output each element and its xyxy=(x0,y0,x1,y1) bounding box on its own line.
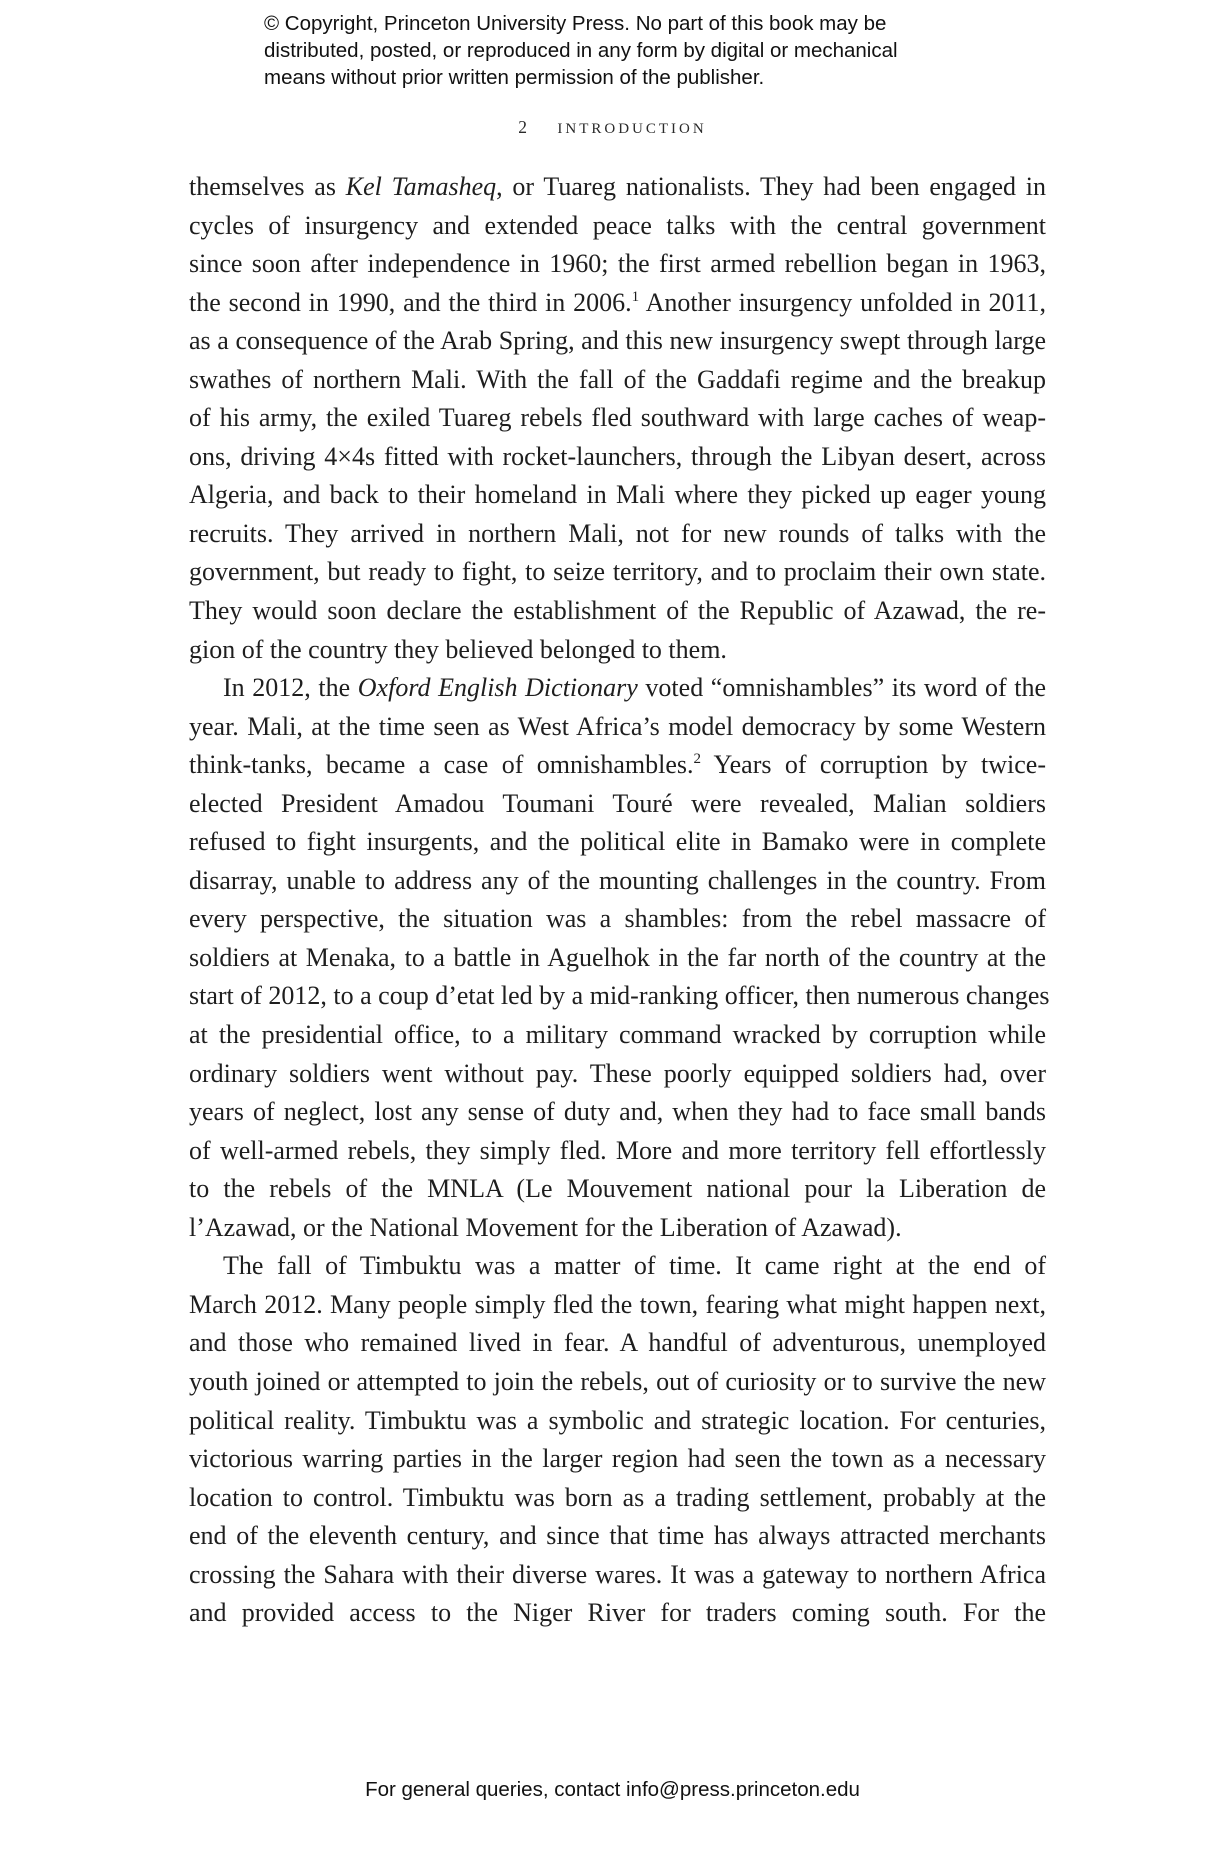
text-line: think-tanks, became a case of omnishambles.$^2$ Years of corruption by twice- xyxy=(189,750,1046,780)
text-line: youth joined or attempted to join the rebels, out of curiosity or to survive the new xyxy=(189,1366,1046,1396)
text-line: political reality. Timbuktu was a symbolic and strategic location. For centuries, xyxy=(189,1405,1046,1435)
text-line: ordinary soldiers went without pay. These poorly equipped soldiers had, over xyxy=(189,1058,1046,1088)
text-line: refused to fight insurgents, and the political elite in Bamako were in complete xyxy=(189,827,1046,857)
footer-contact: For general queries, contact info@press.princeton.edu xyxy=(365,1778,860,1801)
text-line: cycles of insurgency and extended peace talks with the central government xyxy=(189,210,1046,240)
copyright-notice xyxy=(264,10,1024,91)
text-line: victorious warring parties in the larger region had seen the town as a necessary xyxy=(189,1444,1046,1474)
text-line: and those who remained lived in fear. A handful of adventurous, unemployed xyxy=(189,1328,1046,1358)
text-line: soldiers at Menaka, to a battle in Aguelhok in the far north of the country at the xyxy=(189,942,1046,972)
text-line: crossing the Sahara with their diverse wares. It was a gateway to northern Africa xyxy=(189,1559,1046,1589)
text-line: government, but ready to fight, to seize territory, and to proclaim their own state. xyxy=(189,557,1046,587)
section-title: introduction xyxy=(557,114,707,138)
text-line: year. Mali, at the time seen as West Africa’s model democracy by some Western xyxy=(189,711,1046,741)
text-line: years of neglect, lost any sense of duty and, when they had to face small bands xyxy=(189,1097,1046,1127)
body-text xyxy=(189,168,1050,1633)
text-line: as a consequence of the Arab Spring, and this new insurgency swept through large xyxy=(189,326,1046,356)
text-line: ons, driving 4×4s fitted with rocket-launchers, through the Libyan desert, across xyxy=(189,441,1046,471)
text-line: elected President Amadou Toumani Touré were revealed, Malian soldiers xyxy=(189,788,1046,818)
footnote-marker[interactable]: 2 xyxy=(693,751,702,768)
footnote-marker[interactable]: 1 xyxy=(631,288,640,305)
text-line: gion of the country they believed belonged to them. xyxy=(189,634,727,664)
text-line: swathes of northern Mali. With the fall of the Gaddafi regime and the breakup xyxy=(189,364,1046,394)
text-line: They would soon declare the establishment of the Republic of Azawad, the re- xyxy=(189,596,1046,626)
text-line: themselves as Kel Tamasheq, or Tuareg nationalists. They had been engaged in xyxy=(189,172,1047,201)
text-line: March 2012. Many people simply fled the town, fearing what might happen next, xyxy=(189,1289,1046,1319)
page-number: 2 xyxy=(518,117,531,137)
text-line: start of 2012, to a coup d’etat led by a mid-ranking officer, then numerous changes xyxy=(189,981,1050,1011)
text-line: end of the eleventh century, and since that time has always attracted merchants xyxy=(189,1521,1046,1551)
text-line: of his army, the exiled Tuareg rebels fled southward with large caches of weap- xyxy=(189,403,1046,433)
running-head xyxy=(0,114,1225,139)
text-line: location to control. Timbuktu was born as a trading settlement, probably at the xyxy=(189,1482,1046,1512)
text-line: In 2012, the Oxford English Dictionary voted “omnishambles” its word of the xyxy=(223,673,1046,703)
text-line: disarray, unable to address any of the mounting challenges in the country. From xyxy=(189,865,1046,895)
copyright-line: means without prior written permission of the publisher. xyxy=(264,66,765,89)
copyright-line: distributed, posted, or reproduced in any form by digital or mechanical xyxy=(264,39,898,62)
text-line: and provided access to the Niger River for traders coming south. For the xyxy=(189,1598,1046,1628)
italic-term: Oxford English Dictionary xyxy=(357,673,638,703)
text-line: since soon after independence in 1960; the first armed rebellion began in 1963, xyxy=(189,249,1046,279)
text-line: every perspective, the situation was a shambles: from the rebel massacre of xyxy=(189,904,1046,934)
text-line: The fall of Timbuktu was a matter of time. It came right at the end of xyxy=(223,1251,1046,1281)
copyright-line: © Copyright, Princeton University Press. No part of this book may be xyxy=(264,12,887,35)
text-line: l’Azawad, or the National Movement for the Liberation of Azawad). xyxy=(189,1212,902,1242)
text-line: the second in 1990, and the third in 2006.$^1$ Another insurgency unfolded in 2011, xyxy=(189,287,1046,317)
text-line: at the presidential office, to a military command wracked by corruption while xyxy=(189,1020,1046,1050)
text-line: recruits. They arrived in northern Mali, not for new rounds of talks with the xyxy=(189,518,1046,548)
text-line: of well-armed rebels, they simply fled. More and more territory fell effortlessly xyxy=(189,1135,1046,1165)
italic-term: Kel Tamasheq xyxy=(345,172,497,201)
text-line: Algeria, and back to their homeland in Mali where they picked up eager young xyxy=(189,480,1046,510)
text-line: to the rebels of the MNLA (Le Mouvement national pour la Liberation de xyxy=(189,1174,1046,1204)
